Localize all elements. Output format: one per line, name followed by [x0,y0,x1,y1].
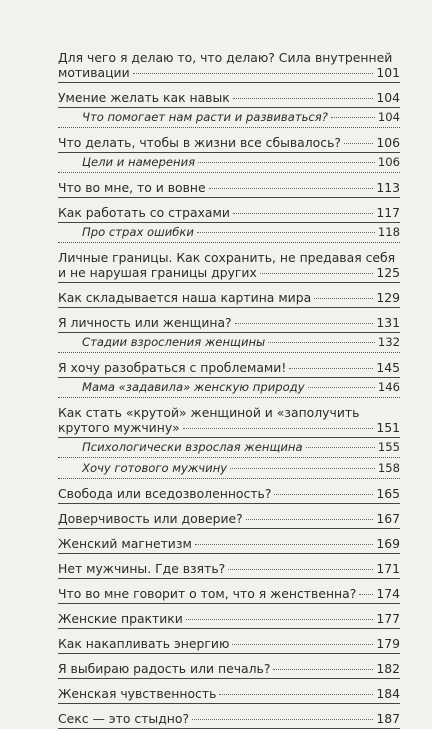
page-number: 106 [377,155,400,169]
page-number: 179 [376,636,400,651]
toc-subentry [58,440,400,458]
toc-entry-title: мотивации [58,65,130,80]
toc-entry-title: Женский магнетизм [58,536,192,551]
dot-leader [195,544,374,545]
toc-entry-title: Мама «задавила» женскую природу [82,380,305,394]
page-number: 131 [376,315,400,330]
toc-entry-title: Я выбираю радость или печаль? [58,661,271,676]
toc-entry [58,661,400,679]
page-number: 132 [377,335,400,349]
toc-entry-title: Что во мне, то и вовне [58,180,206,195]
page-number: 169 [376,536,400,551]
dot-leader [209,188,374,189]
toc-entry-title: Стадии взросления женщины [82,335,266,349]
page-number: 125 [376,265,400,280]
toc-entry [58,315,400,333]
toc-entry [58,511,400,529]
page-number: 184 [376,686,400,701]
page-number: 182 [376,661,400,676]
toc-subentry [58,461,400,479]
toc-entry [58,536,400,554]
dot-leader [230,468,375,469]
toc-entry-title: Что делать, чтобы в жизни все сбывалось? [58,135,341,150]
dot-leader [235,323,374,324]
toc-entry-title: Хочу готового мужчину [82,461,228,475]
toc-entry-title: Я хочу разобраться с проблемами! [58,360,287,375]
dot-leader [233,213,373,214]
page-number: 187 [376,711,400,726]
dot-leader [260,273,374,274]
dot-leader [232,644,373,645]
dot-leader [133,73,374,74]
toc-entry-title: Что помогает нам расти и развиваться? [82,110,328,124]
toc-entry [58,711,400,729]
dot-leader [246,519,374,520]
toc-subentry [58,110,400,128]
dot-leader [233,98,374,99]
page-number: 158 [377,461,400,475]
page-number: 155 [377,440,400,454]
toc-entry [58,586,400,604]
page-number: 151 [376,420,400,435]
toc-subentry [58,155,400,173]
toc-entry [58,50,400,83]
page-number: 174 [376,586,400,601]
dot-leader [268,342,375,343]
toc-entry-title: Как складывается наша картина мира [58,290,312,305]
page-number: 113 [376,180,400,195]
dot-leader [197,232,375,233]
toc-entry [58,290,400,308]
toc-entry [58,250,400,283]
toc-entry-title: Как накапливать энергию [58,636,230,651]
toc-subentry [58,380,400,398]
page-number: 145 [376,360,400,375]
dot-leader [183,428,374,429]
toc-entry-title-line: Для чего я делаю то, что делаю? Сила внутренней [58,50,393,65]
dot-leader [308,387,375,388]
toc-entry [58,636,400,654]
page-number: 129 [376,290,400,305]
dot-leader [306,447,375,448]
toc-entry [58,686,400,704]
toc-entry [58,90,400,108]
toc-entry-title: Женские практики [58,611,183,626]
toc-entry-title: Психологически взрослая женщина [82,440,303,454]
toc-entry [58,405,400,438]
toc-entry-title: крутого мужчину» [58,420,180,435]
dot-leader [274,494,373,495]
toc-entry-title: и не нарушая границы других [58,265,257,280]
page-number: 104 [376,90,400,105]
toc-entry-title: Нет мужчины. Где взять? [58,561,226,576]
dot-leader [314,298,373,299]
toc-entry [58,205,400,223]
toc-entry [58,360,400,378]
dot-leader [273,669,373,670]
toc-subentry [58,225,400,243]
page-number: 106 [376,135,400,150]
dot-leader [198,162,375,163]
dot-leader [228,569,373,570]
toc-entry-title: Как работать со страхами [58,205,230,220]
dot-leader [344,143,373,144]
toc-entry-title: Женская чувственность [58,686,217,701]
page-number: 165 [376,486,400,501]
dot-leader [219,694,373,695]
toc-entry-title-line: Личные границы. Как сохранить, не предавая себя [58,250,396,265]
toc-entry [58,135,400,153]
toc-entry-title: Я личность или женщина? [58,315,232,330]
toc-entry-title: Цели и намерения [82,155,196,169]
page-number: 146 [377,380,400,394]
toc-entry-title: Свобода или вседозволенность? [58,486,272,501]
page-number: 171 [376,561,400,576]
table-of-contents [58,50,400,729]
toc-entry [58,611,400,629]
dot-leader [192,719,373,720]
dot-leader [359,594,373,595]
page-number: 104 [377,110,400,124]
toc-entry-title: Про страх ошибки [82,225,194,239]
toc-entry-title: Что во мне говорит о том, что я женственна? [58,586,357,601]
dot-leader [289,368,373,369]
page-number: 101 [376,65,400,80]
toc-entry [58,561,400,579]
toc-entry [58,486,400,504]
toc-entry [58,180,400,198]
toc-entry-title: Секс — это стыдно? [58,711,190,726]
toc-entry-title: Доверчивость или доверие? [58,511,243,526]
page-number: 177 [376,611,400,626]
page-number: 118 [377,225,400,239]
dot-leader [186,619,374,620]
dot-leader [331,117,375,118]
toc-entry-title-line: Как стать «крутой» женщиной и «заполучить [58,405,360,420]
toc-entry-title: Умение желать как навык [58,90,230,105]
toc-subentry [58,335,400,353]
page-number: 167 [376,511,400,526]
page-number: 117 [376,205,400,220]
